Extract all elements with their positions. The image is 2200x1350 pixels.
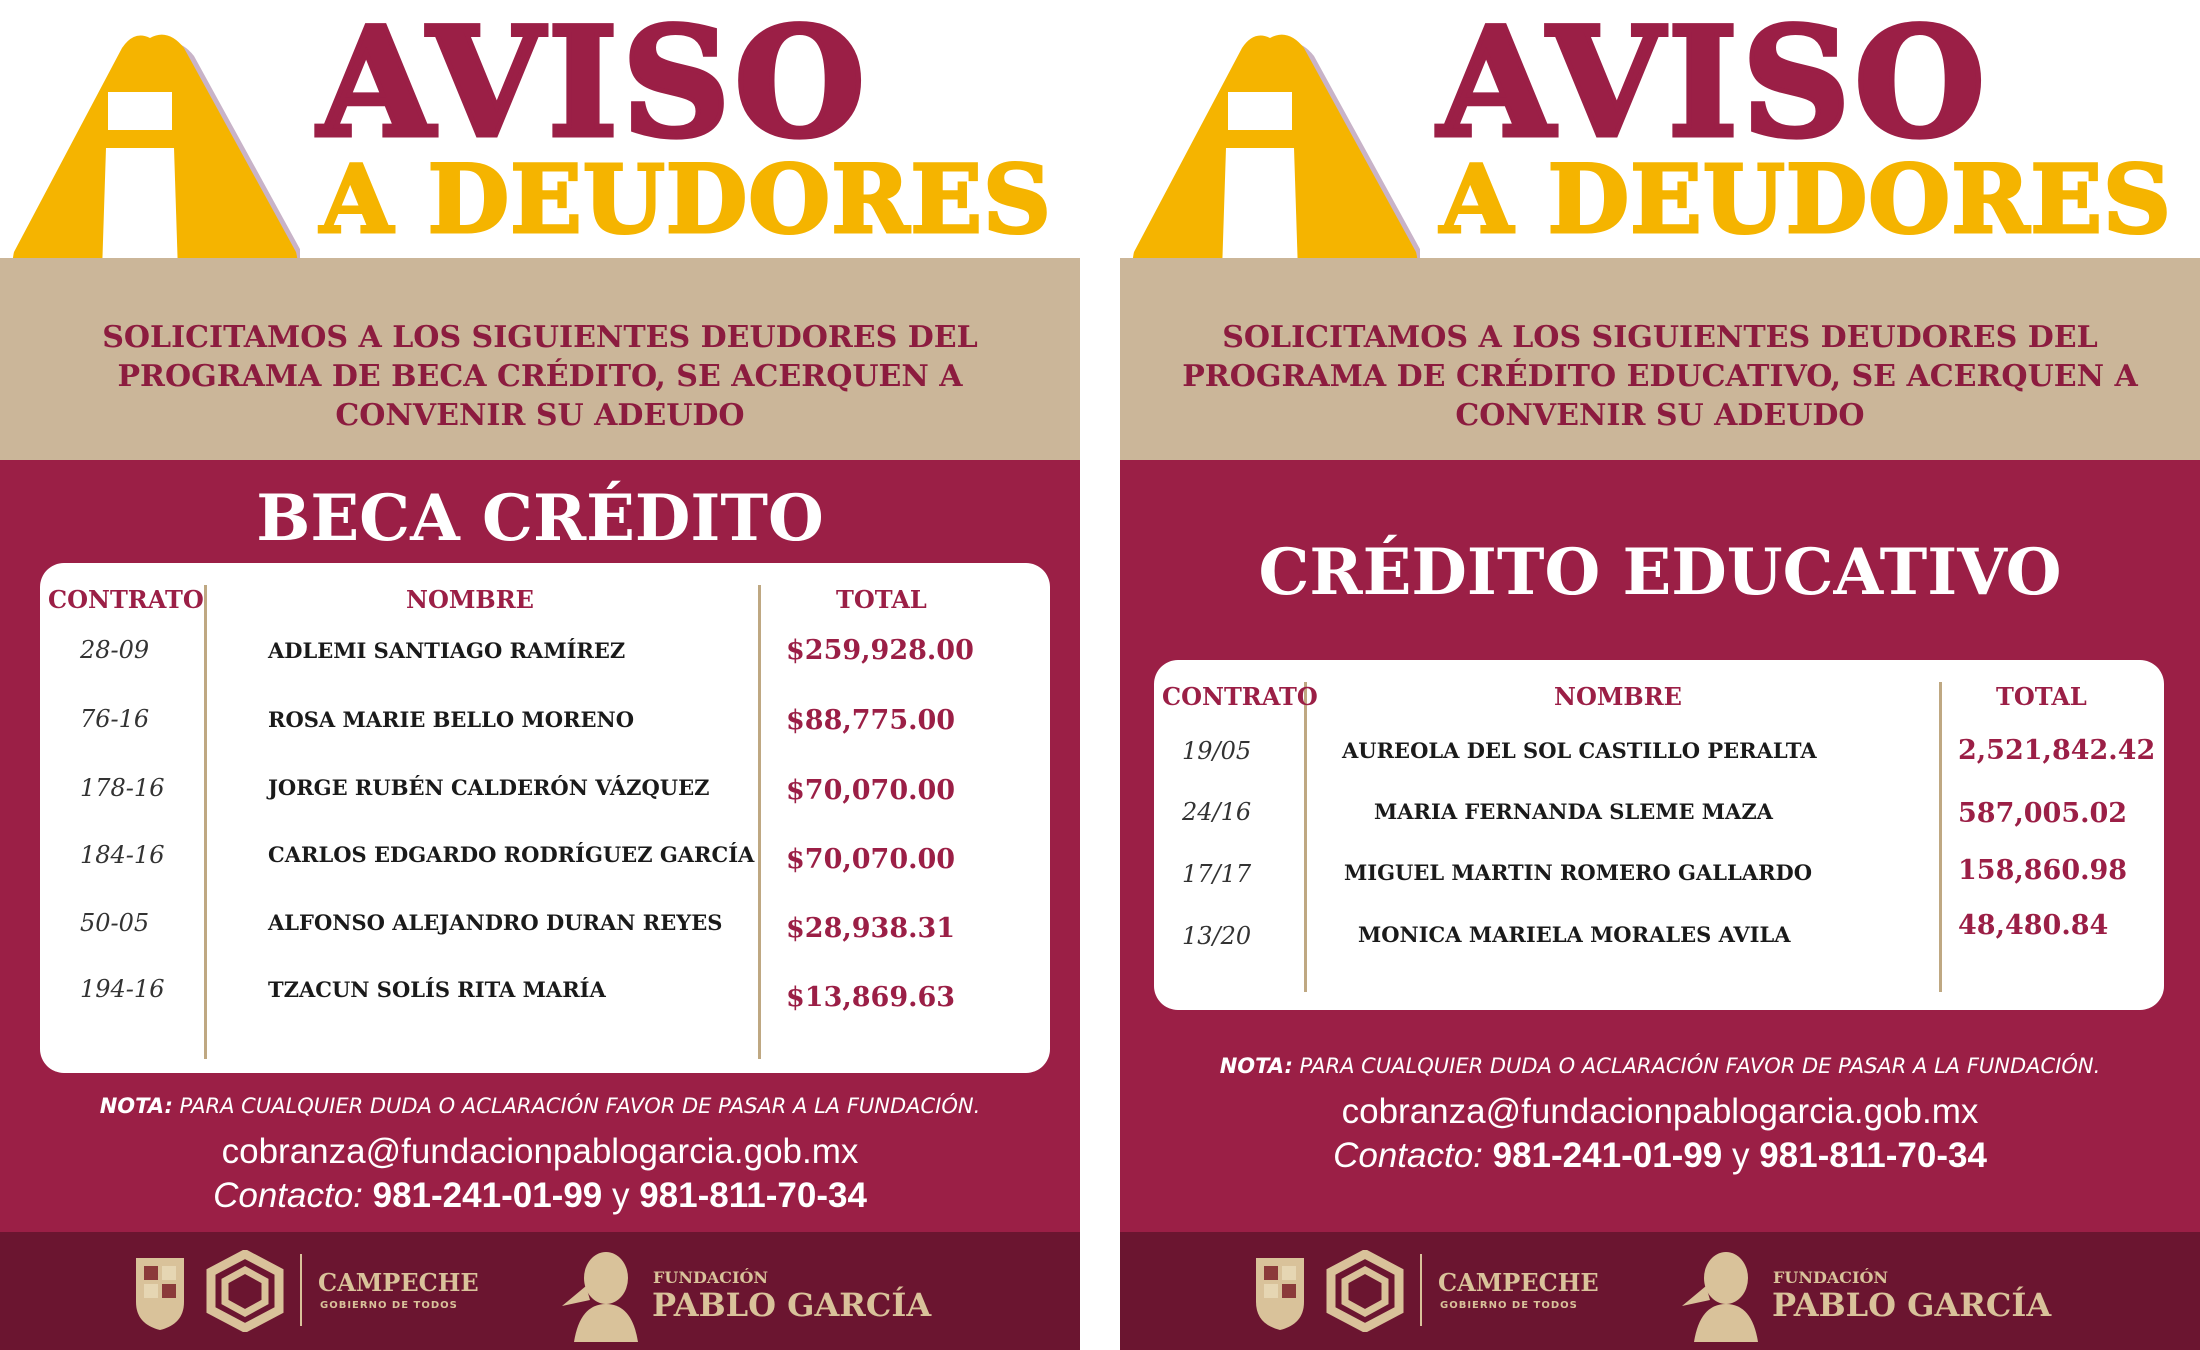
subtitle-line: CONVENIR SU ADEUDO bbox=[1455, 398, 1865, 433]
contact-email[interactable]: cobranza@fundacionpablogarcia.gob.mx bbox=[1341, 1092, 1979, 1131]
contact-label: Contacto: bbox=[1333, 1136, 1483, 1175]
col-total: TOTAL bbox=[836, 585, 927, 614]
nota-label: NOTA: bbox=[99, 1094, 173, 1118]
contact-phones bbox=[0, 1176, 1080, 1216]
subtitle-line: SOLICITAMOS A LOS SIGUIENTES DEUDORES DEL bbox=[1222, 320, 2098, 355]
section-title: CRÉDITO EDUCATIVO bbox=[1258, 535, 2062, 610]
row-total: 587,005.02 bbox=[1958, 798, 2128, 829]
campeche-hexagon-logo-icon bbox=[1325, 1250, 1405, 1332]
phone-1[interactable]: 981-241-01-99 bbox=[1492, 1136, 1723, 1175]
row-total: 48,480.84 bbox=[1958, 910, 2109, 941]
row-name: MONICA MARIELA MORALES AVILA bbox=[1358, 922, 1791, 947]
footer-logos bbox=[0, 1232, 1080, 1350]
contact-phones bbox=[1120, 1136, 2200, 1176]
phone-2[interactable]: 981-811-70-34 bbox=[1759, 1136, 1987, 1175]
row-contract: 24/16 bbox=[1182, 798, 1252, 826]
subtitle-band bbox=[1120, 258, 2200, 460]
nota-label: NOTA: bbox=[1219, 1054, 1293, 1078]
row-contract: 28-09 bbox=[80, 636, 150, 664]
campeche-label: CAMPECHE bbox=[1438, 1268, 1599, 1297]
row-name: ADLEMI SANTIAGO RAMÍREZ bbox=[268, 638, 626, 663]
row-total: $28,938.31 bbox=[786, 913, 956, 944]
poster-header bbox=[1120, 0, 2200, 258]
row-contract: 184-16 bbox=[80, 841, 165, 869]
contact-email[interactable]: cobranza@fundacionpablogarcia.gob.mx bbox=[221, 1132, 859, 1171]
fundacion-label: FUNDACIÓN bbox=[653, 1268, 769, 1287]
debtors-table bbox=[40, 563, 1050, 1073]
subtitle-line: PROGRAMA DE CRÉDITO EDUCATIVO, SE ACERQUEN A bbox=[1182, 359, 2138, 394]
column-divider bbox=[204, 585, 207, 1059]
column-divider bbox=[1939, 682, 1942, 992]
row-name: ALFONSO ALEJANDRO DURAN REYES bbox=[268, 910, 723, 935]
row-total: $70,070.00 bbox=[786, 844, 956, 875]
phone-1[interactable]: 981-241-01-99 bbox=[372, 1176, 603, 1215]
pablo-garcia-label: PABLO GARCÍA bbox=[652, 1286, 932, 1324]
debtors-table bbox=[1154, 660, 2164, 1010]
row-name: ROSA MARIE BELLO MORENO bbox=[268, 707, 635, 732]
row-total: 2,521,842.42 bbox=[1958, 735, 2156, 766]
subtitle-line: SOLICITAMOS A LOS SIGUIENTES DEUDORES DEL bbox=[102, 320, 978, 355]
row-contract: 76-16 bbox=[80, 705, 150, 733]
fundacion-label: FUNDACIÓN bbox=[1773, 1268, 1889, 1287]
row-name: JORGE RUBÉN CALDERÓN VÁZQUEZ bbox=[268, 775, 710, 800]
footer-logos bbox=[1120, 1232, 2200, 1350]
phone-2[interactable]: 981-811-70-34 bbox=[639, 1176, 867, 1215]
left-poster bbox=[0, 0, 1080, 1350]
campeche-label: CAMPECHE bbox=[318, 1268, 479, 1297]
row-name: TZACUN SOLÍS RITA MARÍA bbox=[268, 977, 606, 1002]
row-total: 158,860.98 bbox=[1958, 855, 2128, 886]
gobierno-label: GOBIERNO DE TODOS bbox=[1440, 1300, 1578, 1311]
phone-conj: y bbox=[611, 1176, 630, 1215]
nota-line bbox=[1120, 1054, 2200, 1078]
footer-divider bbox=[300, 1254, 302, 1326]
subtitle-line: CONVENIR SU ADEUDO bbox=[335, 398, 745, 433]
contact-label: Contacto: bbox=[213, 1176, 363, 1215]
row-contract: 17/17 bbox=[1182, 860, 1252, 888]
footer-divider bbox=[1420, 1254, 1422, 1326]
row-name: MARIA FERNANDA SLEME MAZA bbox=[1374, 799, 1773, 824]
column-divider bbox=[1304, 682, 1307, 992]
row-name: MIGUEL MARTIN ROMERO GALLARDO bbox=[1344, 860, 1813, 885]
pablo-garcia-portrait-icon bbox=[560, 1246, 640, 1342]
col-total: TOTAL bbox=[1996, 682, 2087, 711]
right-poster bbox=[1120, 0, 2200, 1350]
column-divider bbox=[758, 585, 761, 1059]
pablo-garcia-portrait-icon bbox=[1680, 1246, 1760, 1342]
row-contract: 19/05 bbox=[1182, 737, 1252, 765]
poster-header bbox=[0, 0, 1080, 258]
title-a-deudores: A DEUDORES bbox=[1440, 145, 2172, 255]
col-nombre: NOMBRE bbox=[406, 585, 534, 614]
pablo-garcia-label: PABLO GARCÍA bbox=[1772, 1286, 2052, 1324]
title-aviso: AVISO bbox=[318, 0, 870, 171]
row-name: AUREOLA DEL SOL CASTILLO PERALTA bbox=[1342, 738, 1817, 763]
campeche-shield-icon bbox=[1250, 1252, 1310, 1332]
row-total: $88,775.00 bbox=[786, 705, 956, 736]
title-aviso: AVISO bbox=[1438, 0, 1990, 171]
phone-conj: y bbox=[1731, 1136, 1750, 1175]
panel-gap bbox=[1080, 0, 1120, 1350]
row-contract: 178-16 bbox=[80, 774, 165, 802]
subtitle-line: PROGRAMA DE BECA CRÉDITO, SE ACERQUEN A bbox=[117, 359, 963, 394]
row-name: CARLOS EDGARDO RODRÍGUEZ GARCÍA bbox=[268, 842, 755, 867]
title-a-deudores: A DEUDORES bbox=[320, 145, 1052, 255]
row-contract: 50-05 bbox=[80, 909, 150, 937]
nota-text: PARA CUALQUIER DUDA O ACLARACIÓN FAVOR DE PASAR A LA FUNDACIÓN. bbox=[172, 1094, 981, 1118]
row-total: $259,928.00 bbox=[786, 635, 974, 666]
nota-line bbox=[0, 1094, 1080, 1118]
col-contrato: CONTRATO bbox=[1162, 682, 1318, 711]
campeche-shield-icon bbox=[130, 1252, 190, 1332]
row-contract: 194-16 bbox=[80, 975, 165, 1003]
row-total: $13,869.63 bbox=[786, 982, 956, 1013]
section-title: BECA CRÉDITO bbox=[256, 481, 824, 556]
nota-text: PARA CUALQUIER DUDA O ACLARACIÓN FAVOR DE PASAR A LA FUNDACIÓN. bbox=[1292, 1054, 2101, 1078]
col-nombre: NOMBRE bbox=[1554, 682, 1682, 711]
gobierno-label: GOBIERNO DE TODOS bbox=[320, 1300, 458, 1311]
subtitle-band bbox=[0, 258, 1080, 460]
col-contrato: CONTRATO bbox=[48, 585, 204, 614]
row-total: $70,070.00 bbox=[786, 775, 956, 806]
campeche-hexagon-logo-icon bbox=[205, 1250, 285, 1332]
row-contract: 13/20 bbox=[1182, 922, 1252, 950]
